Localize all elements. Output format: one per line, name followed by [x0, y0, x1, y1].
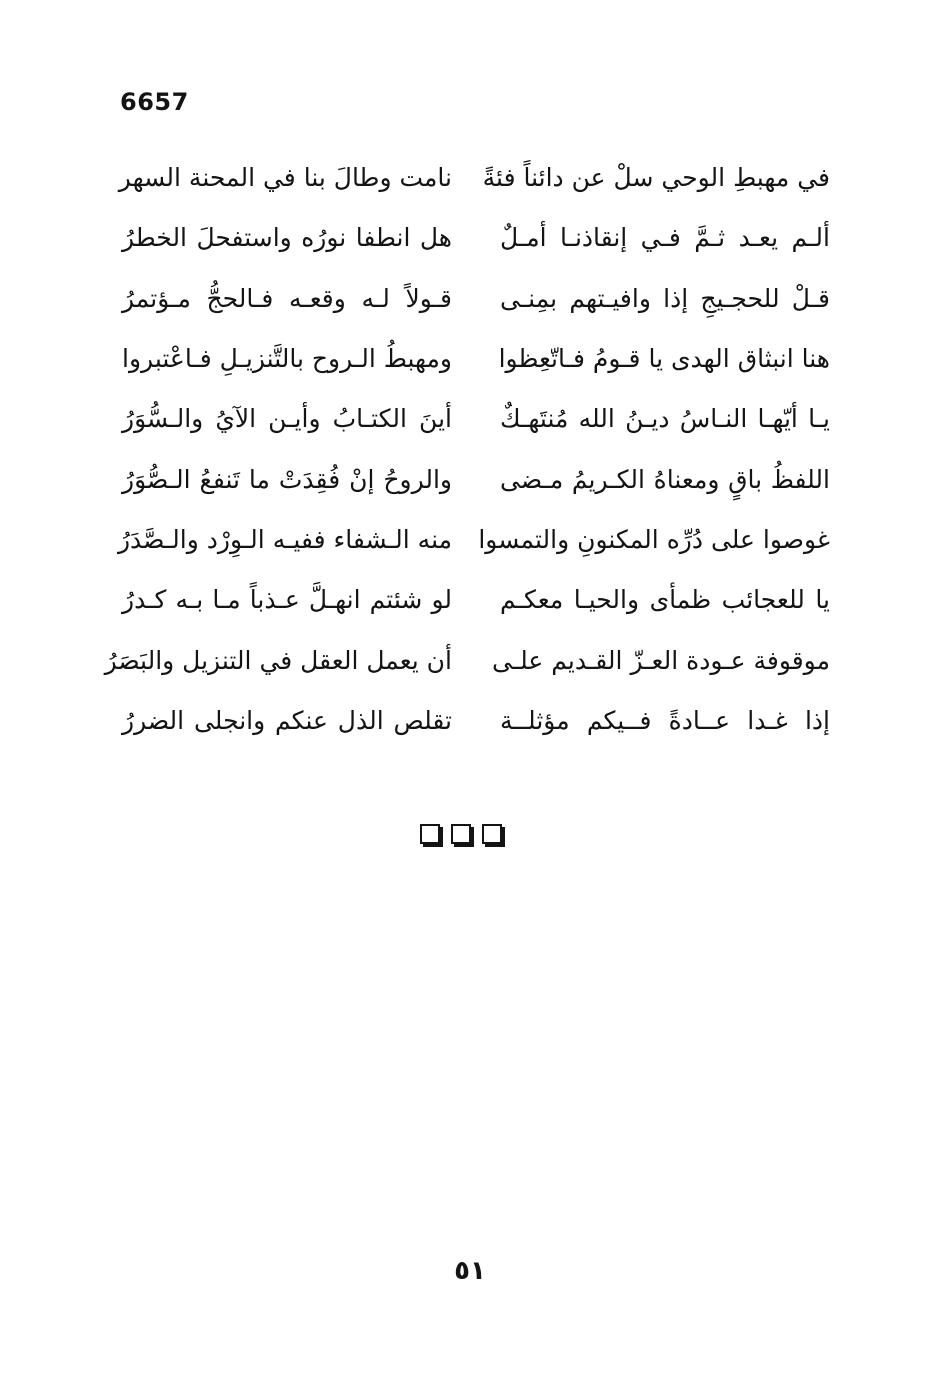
verse-first-hemistich: غوصوا على دُرِّه المكنونِ والتمسوا	[478, 524, 830, 554]
verse-second-hemistich: نامت وطالَ بنا في المحنة السهر	[118, 163, 452, 193]
verse-first-hemistich: إذا غـدا عــادةً فــيكم مؤثلــة	[500, 705, 830, 735]
separator-square-icon	[451, 824, 471, 844]
verse-first-hemistich: اللفظُ باقٍ ومعناهُ الكـريمُ مـضى	[500, 464, 830, 494]
verse	[100, 691, 830, 751]
verse	[100, 329, 830, 389]
verse	[100, 570, 830, 630]
verse	[100, 389, 830, 449]
page-number: ٥١	[454, 1256, 486, 1286]
separator-square-icon	[420, 824, 440, 844]
verse	[100, 148, 830, 208]
verse-second-hemistich: ومهبطُ الـروح بالتَّنزيـلِ فـاعْتبروا	[122, 344, 452, 374]
verse-first-hemistich: قـلْ للحجـيجِ إذا وافيـتهم بمِنـى	[500, 283, 830, 313]
verse-first-hemistich: ألـم يعـد ثـمَّ فـي إنقاذنـا أمـلٌ	[500, 223, 830, 253]
verse-first-hemistich: هنا انبثاق الهدى يا قـومُ فـاتّعِظوا	[498, 344, 830, 374]
verse-first-hemistich: يا للعجائب ظمأى والحيـا معكـم	[500, 585, 830, 615]
verse-second-hemistich: هل انطفا نورُه واستفحلَ الخطرُ	[122, 223, 452, 253]
verse	[100, 630, 830, 690]
verse	[100, 208, 830, 268]
verse-second-hemistich: أن يعمل العقل في التنزيل والبَصَرُ	[104, 645, 452, 675]
page-identifier: 6657	[120, 88, 189, 116]
section-separator	[420, 824, 502, 844]
verse	[100, 449, 830, 509]
separator-square-icon	[482, 824, 502, 844]
verse-first-hemistich: في مهبطِ الوحي سلْ عن دائناً فئةً	[482, 163, 830, 193]
verse-second-hemistich: منه الـشفاء ففيـه الـوِرْد والـصَّدَرُ	[117, 524, 452, 554]
verse-second-hemistich: أينَ الكتـابُ وأيـن الآيُ والـسُّوَرُ	[122, 404, 452, 434]
verse-first-hemistich: يـا أيّهـا النـاسُ ديـنُ الله مُنتَهـكٌ	[500, 404, 830, 434]
verse-first-hemistich: موقوفة عـودة العـزّ القـديم علـى	[491, 645, 830, 675]
verse	[100, 510, 830, 570]
verse-second-hemistich: والروحُ إنْ فُقِدَتْ ما تَنفعُ الـصُّوَرُ	[122, 464, 452, 494]
verse-second-hemistich: قـولاً لـه وقعـه فـالحجُّ مـؤتمرُ	[122, 283, 452, 313]
poem	[100, 148, 830, 751]
verse-second-hemistich: لو شئتم انهـلَّ عـذباً مـا بـه كـدرُ	[122, 585, 452, 615]
verse	[100, 269, 830, 329]
verse-second-hemistich: تقلص الذل عنكم وانجلى الضررُ	[122, 705, 452, 735]
